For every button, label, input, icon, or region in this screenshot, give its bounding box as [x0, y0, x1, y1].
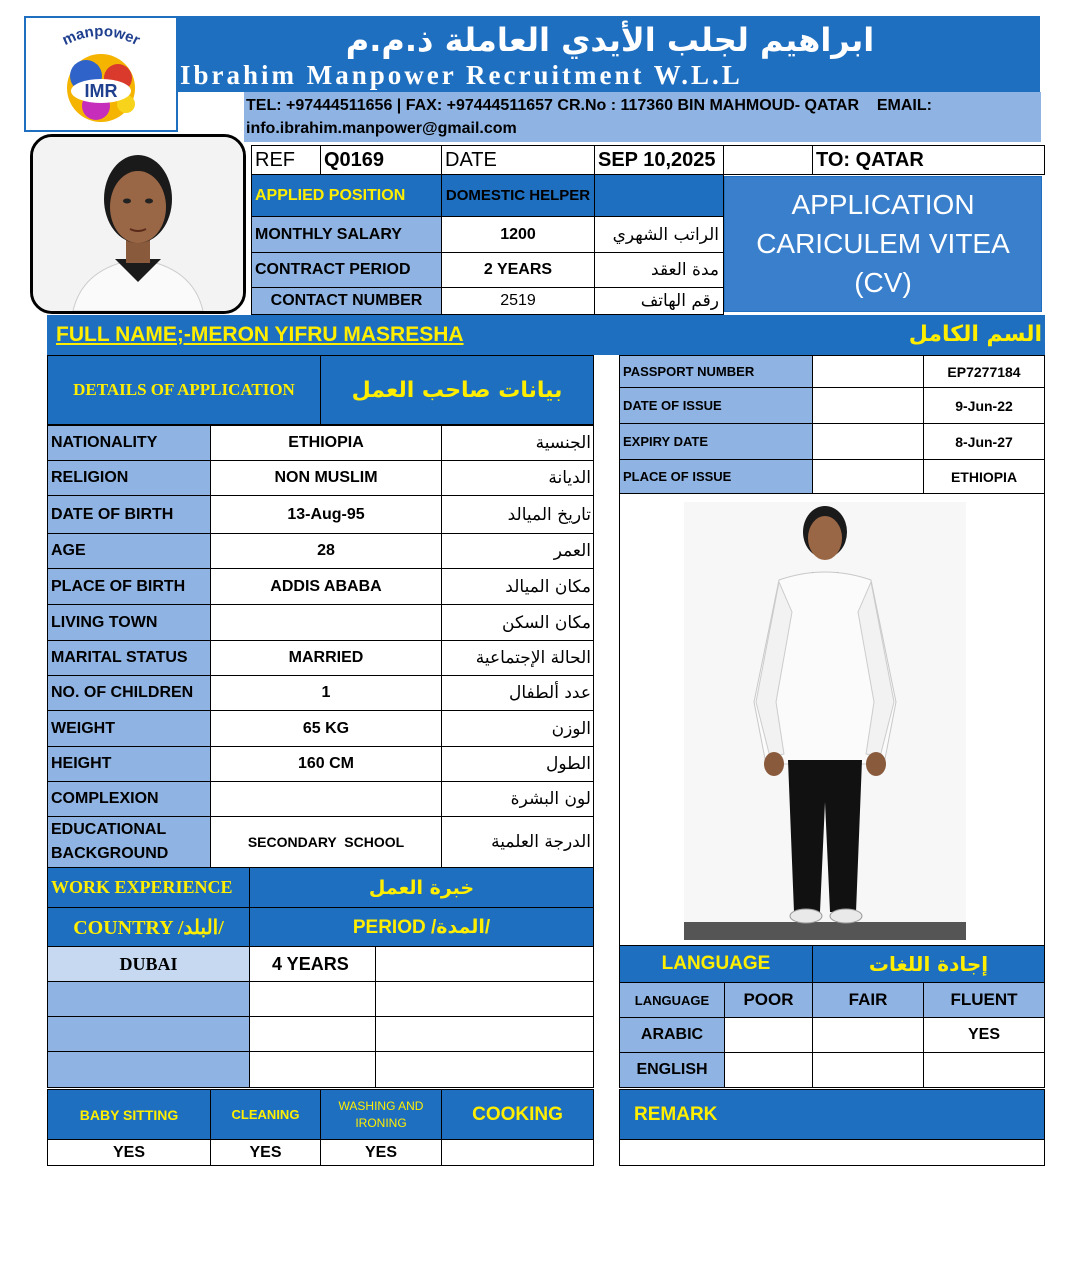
detail-arabic: العمر: [441, 533, 594, 569]
detail-arabic: تاريخ الميالد: [441, 495, 594, 534]
detail-value: 28: [210, 533, 442, 569]
email-line: info.ibrahim.manpower@gmail.com: [246, 120, 517, 137]
ref-label: REF: [251, 145, 321, 175]
work-row-2-country: [47, 981, 250, 1017]
passport-spacer: [812, 423, 924, 460]
passport-value: EP7277184: [923, 355, 1045, 388]
detail-value: 160 CM: [210, 746, 442, 782]
education-arabic: الدرجة العلمية: [441, 816, 594, 868]
remark-label: REMARK: [619, 1089, 1045, 1140]
detail-label: DATE OF BIRTH: [47, 495, 211, 534]
detail-value: NON MUSLIM: [210, 460, 442, 496]
detail-value: MARRIED: [210, 640, 442, 676]
language-poor: [724, 1017, 813, 1053]
language-poor: [724, 1052, 813, 1088]
passport-label: PLACE OF ISSUE: [619, 459, 813, 494]
svg-text:manpower: manpower: [59, 22, 143, 50]
monthly-salary-arabic: الراتب الشهري: [594, 216, 724, 253]
profile-photo: [30, 134, 246, 314]
work-row-1-country: DUBAI: [47, 946, 250, 982]
details-title-english: [47, 355, 321, 425]
detail-value: ETHIOPIA: [210, 425, 442, 461]
passport-label: DATE OF ISSUE: [619, 387, 813, 424]
detail-arabic: مكان السكن: [441, 604, 594, 641]
detail-label: NO. OF CHILDREN: [47, 675, 211, 711]
detail-label: WEIGHT: [47, 710, 211, 747]
cv-title-line-2: CARICULEM VITEA: [756, 228, 1010, 259]
contact-number-arabic: رقم الهاتف: [594, 287, 724, 315]
passport-spacer: [812, 387, 924, 424]
detail-value: [210, 781, 442, 817]
detail-value: 65 KG: [210, 710, 442, 747]
cv-title-line-1: APPLICATION: [791, 189, 975, 220]
full-name-arabic: السم الكامل: [908, 322, 1042, 347]
monthly-salary-value: 1200: [441, 216, 595, 253]
language-name: ENGLISH: [619, 1052, 725, 1088]
passport-value: ETHIOPIA: [923, 459, 1045, 494]
language-col-language: LANGUAGE: [619, 982, 725, 1018]
detail-label: PLACE OF BIRTH: [47, 568, 211, 605]
work-row-3-country: [47, 1016, 250, 1052]
work-row-3-period: [249, 1016, 376, 1052]
contact-line: TEL: +97444511656 | FAX: +97444511657 CR.No : 117360 BIN MAHMOUD- QATAR EMAIL:: [246, 97, 932, 114]
detail-arabic: عدد ألطفال: [441, 675, 594, 711]
cv-title-line-3: (CV): [854, 267, 912, 298]
details-title-arabic-text: بيانات صاحب العمل: [351, 377, 563, 403]
full-name: FULL NAME;-MERON YIFRU MASRESHA: [56, 323, 464, 346]
work-row-2-period: [249, 981, 376, 1017]
detail-arabic: الوزن: [441, 710, 594, 747]
full-body-photo-frame: [619, 493, 1045, 946]
language-col-fair: FAIR: [812, 982, 924, 1018]
company-name-arabic: ابراهيم لجلب الأيدي العاملة ذ.م.م: [345, 21, 875, 59]
detail-label: COMPLEXION: [47, 781, 211, 817]
detail-value: 13-Aug-95: [210, 495, 442, 534]
skill-cleaning-value: YES: [210, 1139, 321, 1166]
date-value: SEP 10,2025: [594, 145, 724, 175]
detail-arabic: الديانة: [441, 460, 594, 496]
contact-number-label: CONTACT NUMBER: [251, 287, 442, 315]
skill-washing-line-1: WASHING AND: [338, 1098, 424, 1113]
detail-label: RELIGION: [47, 460, 211, 496]
details-title-english-text: DETAILS OF APPLICATION: [73, 380, 295, 399]
applied-position-value: DOMESTIC HELPER: [441, 174, 595, 217]
work-row-2-extra: [375, 981, 594, 1017]
work-experience-title-arabic: خبرة العمل: [249, 867, 594, 908]
language-fluent: [923, 1052, 1045, 1088]
skill-cooking-value: [441, 1139, 594, 1166]
period-header: PERIOD /المدة/: [249, 907, 594, 947]
language-fair: [812, 1017, 924, 1053]
contract-period-label: CONTRACT PERIOD: [251, 252, 442, 288]
country-header: COUNTRY /البلد/: [47, 907, 250, 947]
passport-label: EXPIRY DATE: [619, 423, 813, 460]
skill-washing-line-2: IRONING: [355, 1115, 407, 1130]
education-value: SECONDARY SCHOOL: [210, 816, 442, 868]
language-title-arabic: إجادة اللغات: [812, 945, 1045, 983]
monthly-salary-label: MONTHLY SALARY: [251, 216, 442, 253]
detail-arabic: الحالة الإجتماعية: [441, 640, 594, 676]
education-label: [47, 816, 211, 868]
logo-center-text: IMR: [84, 81, 118, 101]
education-label-line-1: EDUCATIONAL: [51, 821, 167, 838]
skill-baby-sitting-value: YES: [47, 1139, 211, 1166]
detail-label: AGE: [47, 533, 211, 569]
full-body-photo: [684, 502, 966, 940]
language-title: LANGUAGE: [619, 945, 813, 983]
ref-value: Q0169: [320, 145, 442, 175]
skill-cooking: COOKING: [441, 1089, 594, 1140]
detail-value: ADDIS ABABA: [210, 568, 442, 605]
detail-label: HEIGHT: [47, 746, 211, 782]
to-destination: TO: QATAR: [812, 145, 1045, 175]
work-row-1-extra: [375, 946, 594, 982]
education-label-line-2: BACKGROUND: [51, 845, 169, 862]
detail-label: NATIONALITY: [47, 425, 211, 461]
detail-arabic: الجنسية: [441, 425, 594, 461]
detail-label: MARITAL STATUS: [47, 640, 211, 676]
applied-position-spacer: [594, 174, 724, 217]
language-name: ARABIC: [619, 1017, 725, 1053]
contract-period-value: 2 YEARS: [441, 252, 595, 288]
work-row-1-period: 4 YEARS: [249, 946, 376, 982]
language-col-fluent: FLUENT: [923, 982, 1045, 1018]
language-col-poor: POOR: [724, 982, 813, 1018]
skill-washing-value: YES: [320, 1139, 442, 1166]
passport-spacer: [812, 355, 924, 388]
work-row-3-extra: [375, 1016, 594, 1052]
detail-value: [210, 604, 442, 641]
work-row-4-extra: [375, 1051, 594, 1088]
passport-value: 9-Jun-22: [923, 387, 1045, 424]
passport-value: 8-Jun-27: [923, 423, 1045, 460]
detail-label: LIVING TOWN: [47, 604, 211, 641]
skill-baby-sitting: BABY SITTING: [47, 1089, 211, 1140]
work-row-4-country: [47, 1051, 250, 1088]
skill-washing-ironing: [320, 1089, 442, 1140]
logo-emblem: [26, 18, 176, 130]
date-spacer: [723, 145, 813, 175]
contact-number-value: 2519: [441, 287, 595, 315]
detail-arabic: الطول: [441, 746, 594, 782]
work-experience-title: WORK EXPERIENCE: [47, 867, 250, 908]
details-title-arabic: [320, 355, 594, 425]
company-name-english: Ibrahim Manpower Recruitment W.L.L: [180, 60, 743, 90]
remark-value: [619, 1139, 1045, 1166]
date-label: DATE: [441, 145, 595, 175]
detail-arabic: لون البشرة: [441, 781, 594, 817]
passport-spacer: [812, 459, 924, 494]
skill-cleaning: CLEANING: [210, 1089, 321, 1140]
passport-label: PASSPORT NUMBER: [619, 355, 813, 388]
detail-arabic: مكان الميالد: [441, 568, 594, 605]
cv-title-box: [724, 176, 1042, 312]
detail-value: 1: [210, 675, 442, 711]
language-fluent: YES: [923, 1017, 1045, 1053]
work-row-4-period: [249, 1051, 376, 1088]
applied-position-label: APPLIED POSITION: [251, 174, 442, 217]
contract-period-arabic: مدة العقد: [594, 252, 724, 288]
logo: [24, 16, 178, 132]
language-fair: [812, 1052, 924, 1088]
